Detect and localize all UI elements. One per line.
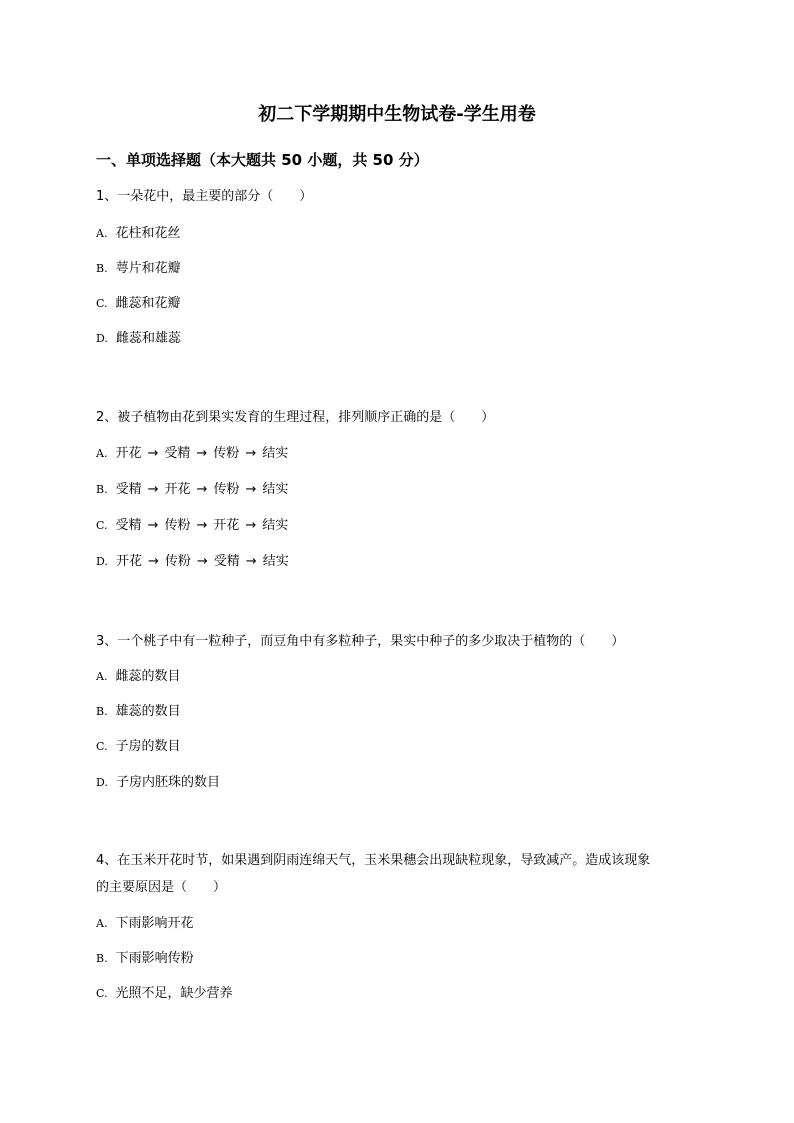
option-letter: C. bbox=[96, 519, 108, 532]
option-letter: D. bbox=[96, 555, 108, 568]
question-4-option-c bbox=[96, 984, 233, 1004]
question-3-option-c bbox=[96, 737, 181, 757]
step: 传粉 bbox=[213, 446, 240, 461]
step: 结实 bbox=[262, 518, 289, 533]
option-text: 子房内胚珠的数目 bbox=[115, 775, 220, 790]
step: 结实 bbox=[262, 446, 289, 461]
question-2-option-b bbox=[96, 480, 288, 500]
question-4-stem-line-1: 4、在玉米开花时节，如果遇到阴雨连绵天气，玉米果穗会出现缺粒现象，导致减产。造成该现象 bbox=[96, 853, 651, 868]
option-text: 子房的数目 bbox=[115, 739, 181, 754]
option-letter: B. bbox=[96, 262, 108, 275]
arrow: → bbox=[196, 518, 208, 533]
question-3-option-a bbox=[96, 667, 180, 687]
question-4-option-a bbox=[96, 914, 193, 934]
option-text: 花柱和花丝 bbox=[115, 226, 181, 241]
arrow: → bbox=[196, 482, 208, 497]
option-text: 雌蕊和雄蕊 bbox=[115, 331, 181, 346]
arrow: → bbox=[147, 446, 159, 461]
question-1-option-d bbox=[96, 329, 181, 349]
step: 开花 bbox=[164, 482, 191, 497]
option-letter: A. bbox=[96, 917, 108, 930]
option-text: 下雨影响开花 bbox=[115, 916, 194, 931]
arrow: → bbox=[245, 518, 257, 533]
step: 传粉 bbox=[164, 518, 191, 533]
option-text: 雌蕊和花瓣 bbox=[115, 296, 181, 311]
arrow: → bbox=[196, 446, 208, 461]
question-2-option-c bbox=[96, 516, 288, 536]
option-letter: C. bbox=[96, 987, 108, 1000]
step: 结实 bbox=[262, 482, 289, 497]
step: 结实 bbox=[262, 554, 289, 569]
question-3-option-b bbox=[96, 702, 181, 722]
step: 开花 bbox=[115, 446, 142, 461]
option-text: 雌蕊的数目 bbox=[115, 669, 181, 684]
option-letter: B. bbox=[96, 952, 108, 965]
option-text: 萼片和花瓣 bbox=[115, 261, 181, 276]
question-1-option-a bbox=[96, 224, 180, 244]
question-1-option-c bbox=[96, 294, 181, 314]
question-3-stem: 3、一个桃子中有一粒种子，而豆角中有多粒种子，果实中种子的多少取决于植物的（ ） bbox=[96, 634, 625, 649]
question-2-stem: 2、被子植物由花到果实发育的生理过程，排列顺序正确的是（ ） bbox=[96, 410, 495, 425]
arrow: → bbox=[245, 554, 257, 569]
question-3-option-d bbox=[96, 773, 220, 793]
step: 传粉 bbox=[164, 554, 191, 569]
question-1-stem: 1、一朵花中，最主要的部分（ ） bbox=[96, 189, 313, 204]
arrow: → bbox=[245, 446, 257, 461]
question-2-option-a bbox=[96, 444, 288, 464]
question-2-option-d bbox=[96, 552, 289, 572]
page-title: 初二下学期期中生物试卷-学生用卷 bbox=[258, 104, 536, 125]
option-letter: C. bbox=[96, 297, 108, 310]
option-text: 下雨影响传粉 bbox=[115, 951, 194, 966]
arrow: → bbox=[196, 554, 208, 569]
step: 传粉 bbox=[213, 482, 240, 497]
option-letter: B. bbox=[96, 483, 108, 496]
arrow: → bbox=[147, 554, 159, 569]
option-letter: D. bbox=[96, 332, 108, 345]
option-letter: A. bbox=[96, 670, 108, 683]
arrow: → bbox=[147, 518, 159, 533]
option-letter: C. bbox=[96, 740, 108, 753]
question-4-option-b bbox=[96, 949, 194, 969]
option-letter: A. bbox=[96, 227, 108, 240]
arrow: → bbox=[147, 482, 159, 497]
step: 开花 bbox=[213, 518, 240, 533]
option-letter: D. bbox=[96, 776, 108, 789]
arrow: → bbox=[245, 482, 257, 497]
option-text: 光照不足，缺少营养 bbox=[115, 986, 233, 1001]
step: 受精 bbox=[115, 482, 142, 497]
section-title: 一、单项选择题（本大题共 50 小题，共 50 分） bbox=[96, 151, 429, 169]
step: 开花 bbox=[115, 554, 142, 569]
step: 受精 bbox=[164, 446, 191, 461]
option-letter: A. bbox=[96, 447, 108, 460]
option-letter: B. bbox=[96, 705, 108, 718]
step: 受精 bbox=[115, 518, 142, 533]
question-4-stem-line-2: 的主要原因是（ ） bbox=[96, 880, 227, 895]
step: 受精 bbox=[213, 554, 240, 569]
option-text: 雄蕊的数目 bbox=[115, 704, 181, 719]
question-1-option-b bbox=[96, 259, 181, 279]
